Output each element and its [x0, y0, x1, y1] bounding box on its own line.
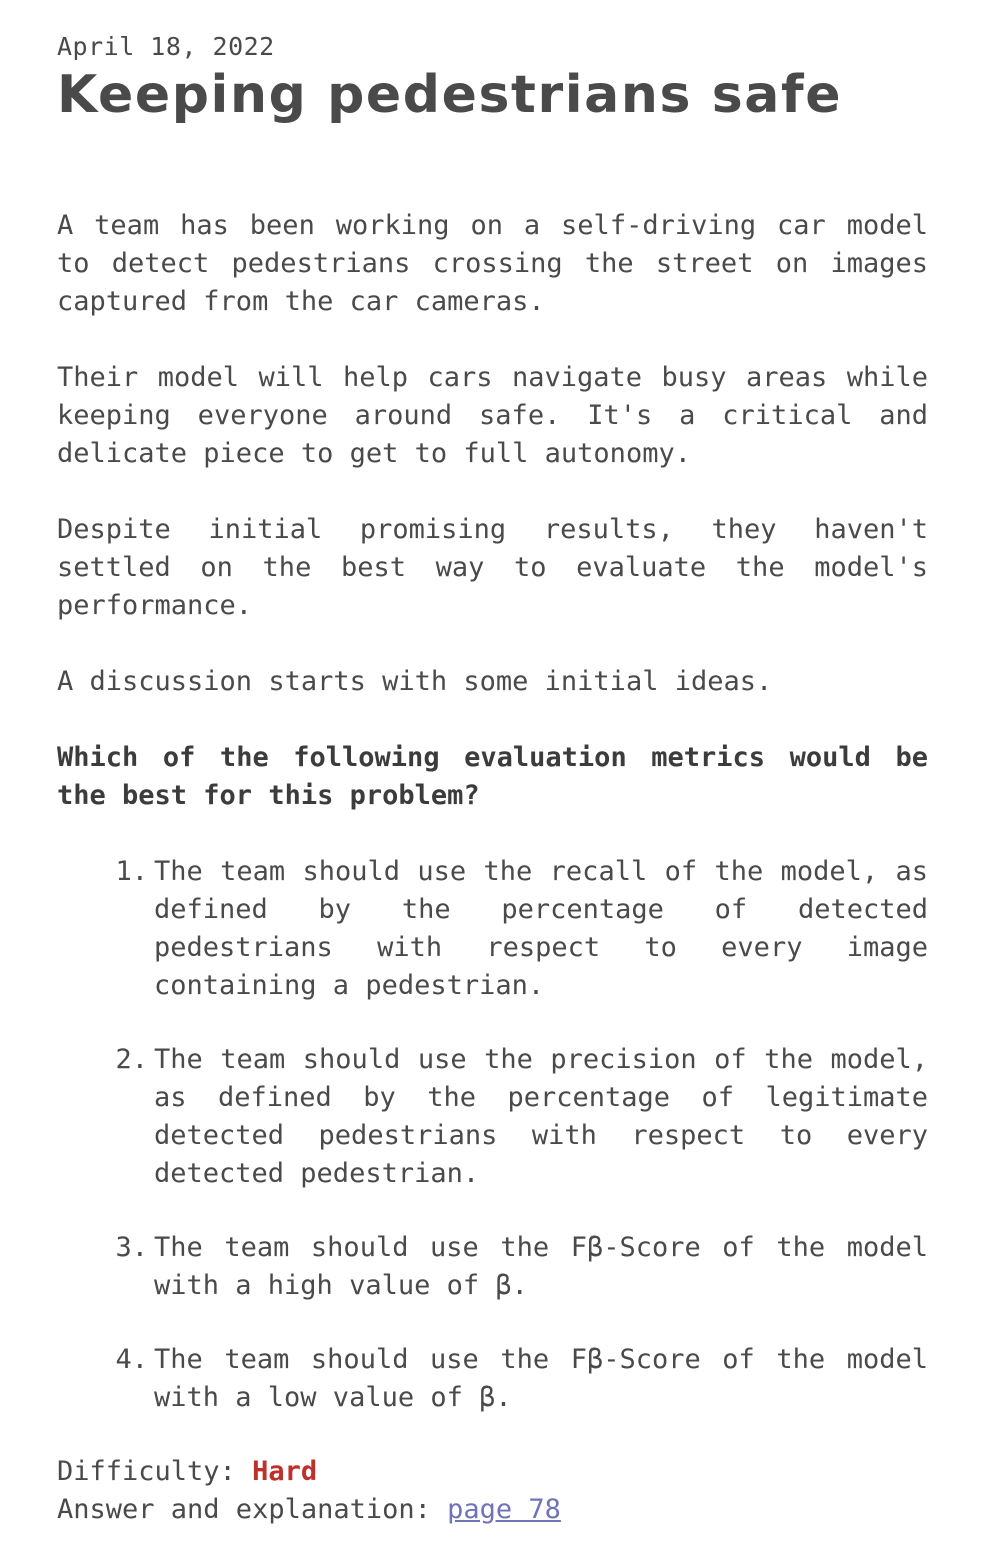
article-date: April 18, 2022 [57, 32, 275, 61]
answer-page-link[interactable]: page 78 [447, 1494, 561, 1525]
difficulty-badge: Hard [252, 1456, 318, 1487]
paragraph-discussion: A discussion starts with some initial ideas. [57, 666, 773, 697]
option-text: The team should use the precision of the model, as defined by the percentage of legitimate detected pedestrians with respect to every detected pedestrian. [154, 1044, 928, 1189]
option-text: The team should use the Fβ-Score of the model with a high value of β. [154, 1232, 928, 1301]
answer-line [57, 1491, 928, 1529]
option-text: The team should use the recall of the model, as defined by the percentage of detected pedestrians with respect to every image containing a pedestrian. [154, 856, 928, 1001]
answer-option [57, 1041, 928, 1193]
option-text: The team should use the Fβ-Score of the model with a low value of β. [154, 1344, 928, 1413]
article-title: Keeping pedestrians safe [57, 65, 843, 125]
option-number: 2. [115, 1044, 148, 1075]
answer-option [57, 1341, 928, 1417]
paragraph-intro: A team has been working on a self-driving car model to detect pedestrians crossing the street on images captured from the car cameras. [57, 210, 928, 317]
answer-label: Answer and explanation: [57, 1494, 431, 1525]
answer-options-list [57, 853, 928, 1417]
article [57, 30, 928, 1529]
answer-option [57, 1229, 928, 1305]
difficulty-line [57, 1453, 928, 1491]
question-footer [57, 1453, 928, 1529]
option-number: 3. [115, 1232, 148, 1263]
paragraph-purpose: Their model will help cars navigate busy areas while keeping everyone around safe. It's a critical and delicate piece to get to full autonomy. [57, 362, 928, 469]
paragraph-status: Despite initial promising results, they haven't settled on the best way to evaluate the model's performance. [57, 514, 928, 621]
option-number: 1. [115, 856, 148, 887]
difficulty-label: Difficulty: [57, 1456, 236, 1487]
answer-option [57, 853, 928, 1005]
question-text: Which of the following evaluation metrics would be the best for this problem? [57, 742, 928, 811]
option-number: 4. [115, 1344, 148, 1375]
